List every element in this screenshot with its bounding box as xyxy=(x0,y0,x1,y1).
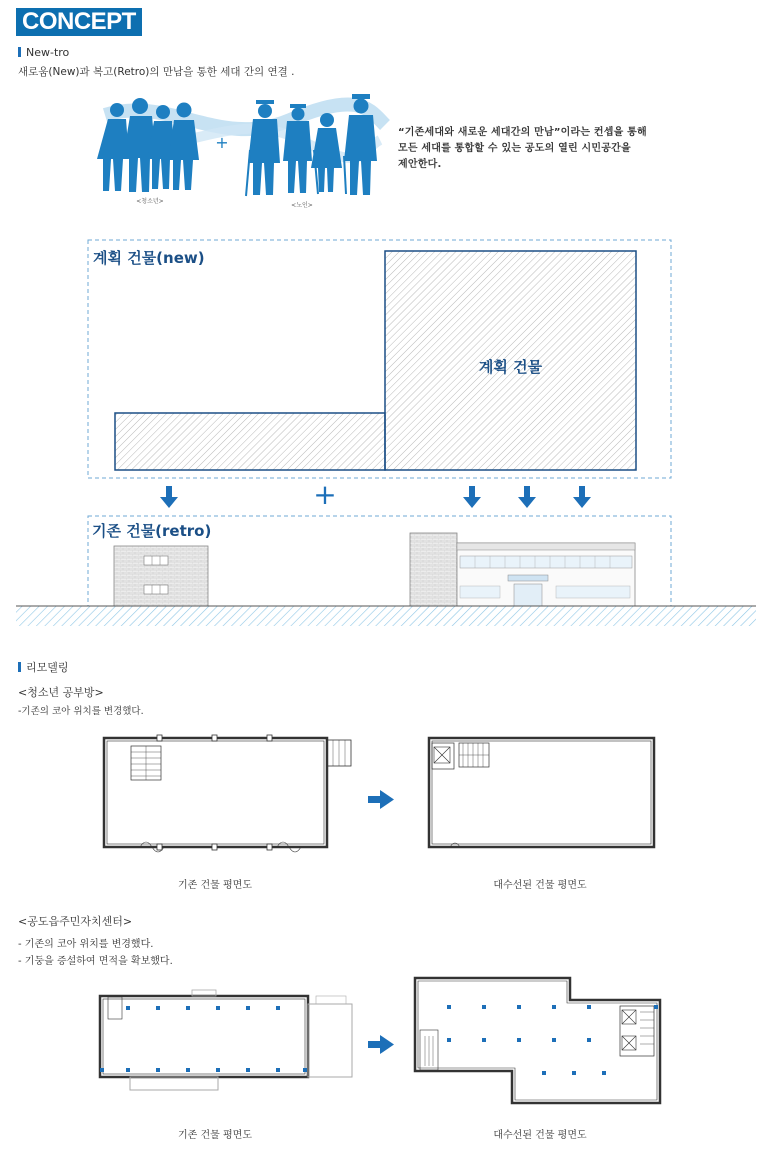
right-arrow-icon xyxy=(368,1035,394,1054)
center-caption-after: 대수선된 건물 평면도 xyxy=(493,1130,587,1141)
center-note: - 기둥을 증설하여 면적을 확보했다. xyxy=(18,956,173,967)
youth-caption-after: 대수선된 건물 평면도 xyxy=(493,880,587,891)
down-arrows xyxy=(160,486,591,508)
plus-symbol: + xyxy=(313,478,337,511)
center-note: - 기존의 코아 위치를 변경했다. xyxy=(18,939,154,950)
floorplan-center-before xyxy=(100,990,352,1090)
center-caption-before: 기존 건물 평면도 xyxy=(178,1130,252,1141)
youth-title: <청소년 공부방> xyxy=(18,686,104,699)
down-arrow-icon xyxy=(463,486,481,508)
down-arrow-icon xyxy=(160,486,178,508)
concept-subtitle: 새로움(New)과 복고(Retro)의 만남을 통한 세대 간의 연결 . xyxy=(18,66,295,78)
floorplan-center-after xyxy=(415,978,660,1103)
retro-building-label: 기존 건물(retro) xyxy=(92,522,212,540)
youth-note: -기존의 코아 위치를 변경했다. xyxy=(18,706,144,717)
section-bar xyxy=(18,662,21,672)
section-label: New-tro xyxy=(26,46,70,59)
quote-line: “기존세대와 새로운 세대간의 만남”이라는 컨셉을 통해 xyxy=(398,127,647,138)
quote-line: 제안한다. xyxy=(398,159,442,170)
new-building-label: 계획 건물(new) xyxy=(93,249,205,267)
elder-label: <노인> xyxy=(291,202,313,209)
existing-building-small xyxy=(114,546,208,606)
quote-line: 모든 세대를 통합할 수 있는 공도의 열린 시민공간을 xyxy=(398,143,631,154)
ground-band xyxy=(16,606,756,626)
youth-label: <청소년> xyxy=(136,198,164,205)
existing-building-center xyxy=(410,533,635,606)
concept-quote xyxy=(398,125,698,173)
youth-caption-before: 기존 건물 평면도 xyxy=(178,880,252,891)
planned-building-label: 계획 건물 xyxy=(478,358,543,376)
right-arrow-icon xyxy=(368,790,394,809)
center-title: <공도읍주민자치센터> xyxy=(18,915,133,928)
page-title: CONCEPT xyxy=(16,8,142,36)
floorplan-youth-before xyxy=(104,735,351,852)
floorplan-youth-after xyxy=(429,738,654,847)
section-head-remodel xyxy=(18,659,69,675)
section-label: 리모델링 xyxy=(26,661,69,674)
down-arrow-icon xyxy=(573,486,591,508)
plus-small: + xyxy=(215,133,229,152)
down-arrow-icon xyxy=(518,486,536,508)
